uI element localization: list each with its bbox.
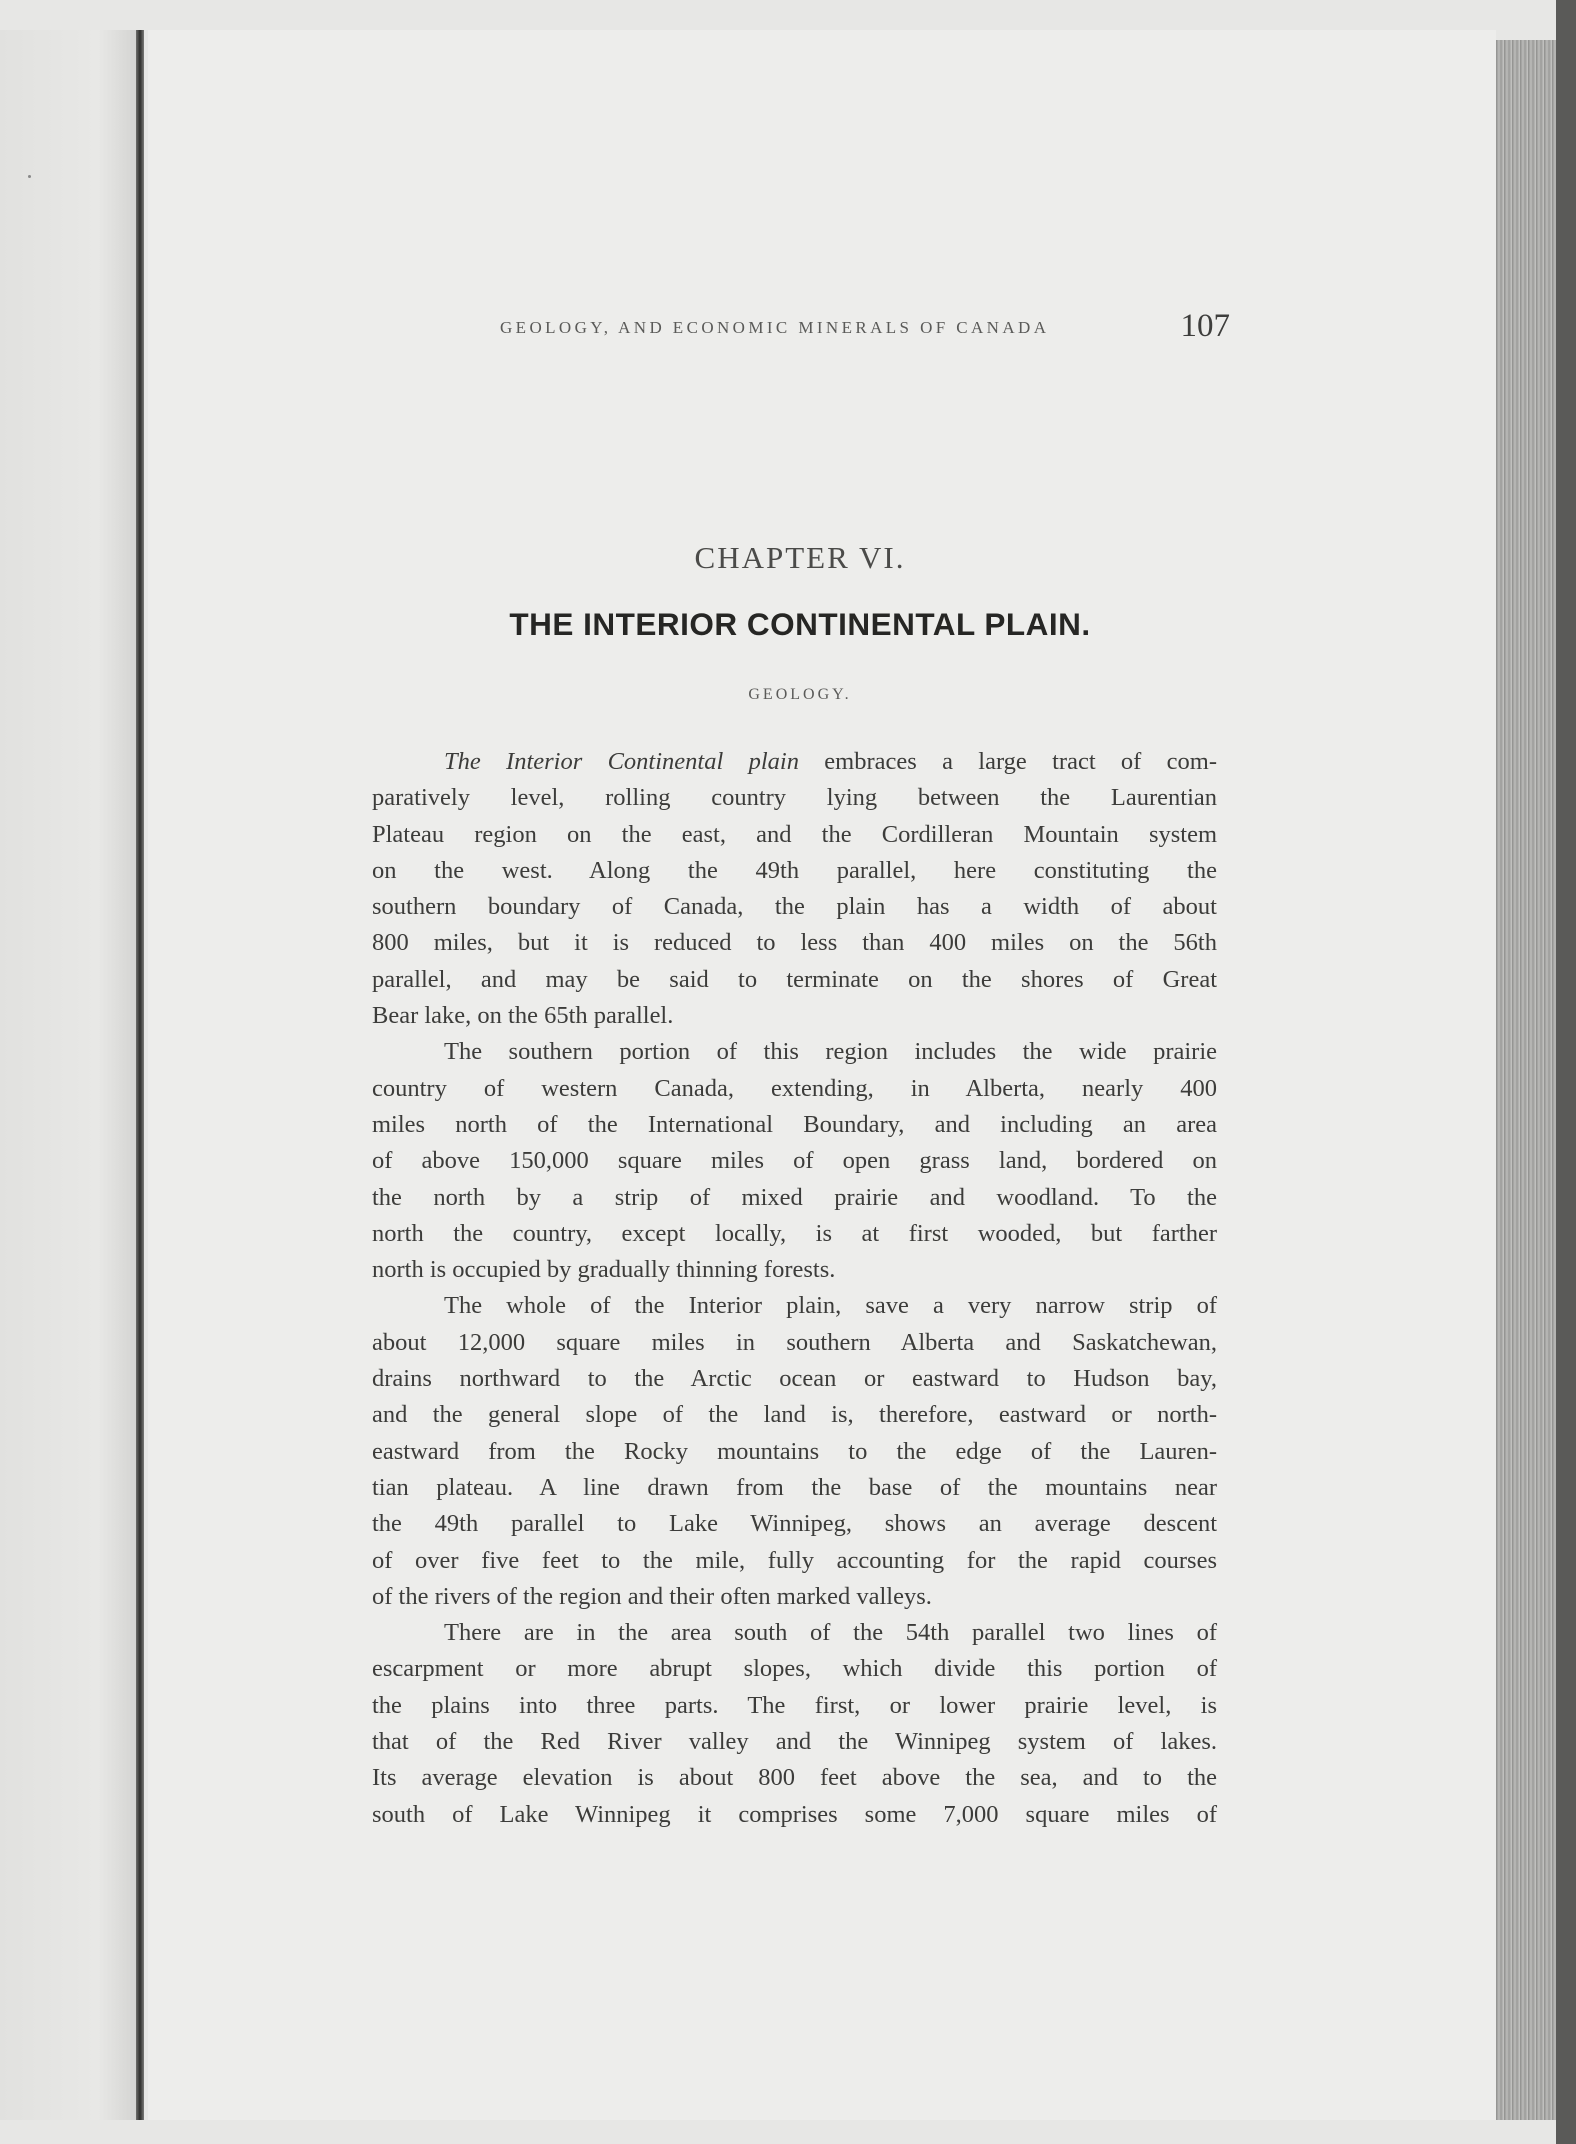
text-line: There are in the area south of the 54th parallel two lines of <box>444 1619 1217 1647</box>
text-line: the plains into three parts. The first, or lower prairie level, is <box>372 1691 1217 1719</box>
text-line: miles north of the International Boundary, and including an area <box>372 1110 1217 1138</box>
defined-term: The Interior Continental plain <box>444 748 799 775</box>
text-line: and the general slope of the land is, therefore, eastward or north- <box>372 1401 1217 1429</box>
dust-speck <box>28 175 31 178</box>
body-text <box>372 744 1217 1833</box>
page-number: 107 <box>1180 308 1230 344</box>
paragraph <box>372 1034 1217 1288</box>
text-line: Its average elevation is about 800 feet above the sea, and to the <box>372 1764 1217 1792</box>
text-line: of the rivers of the region and their often marked valleys. <box>372 1582 932 1610</box>
text-line: country of western Canada, extending, in Alberta, nearly 400 <box>372 1074 1217 1102</box>
book-gutter <box>136 30 144 2120</box>
text-line: the 49th parallel to Lake Winnipeg, shows an average descent <box>372 1510 1217 1538</box>
running-title: GEOLOGY, AND ECONOMIC MINERALS OF CANADA <box>500 318 1050 337</box>
text-line: about 12,000 square miles in southern Alberta and Saskatchewan, <box>372 1328 1217 1356</box>
chapter-number: CHAPTER VI. <box>694 540 906 575</box>
text-line: the north by a strip of mixed prairie and woodland. To the <box>372 1183 1217 1211</box>
text-line: The southern portion of this region includes the wide prairie <box>444 1038 1217 1066</box>
text-line: Plateau region on the east, and the Cordilleran Mountain system <box>372 820 1217 848</box>
text-line: The Interior Continental plain embraces a large tract of com- <box>444 748 1217 775</box>
scan-border <box>1556 0 1576 2144</box>
left-page-edge <box>0 30 140 2120</box>
text-line: paratively level, rolling country lying between the Laurentian <box>372 784 1217 812</box>
text-line: Bear lake, on the 65th parallel. <box>372 1002 674 1030</box>
text-line: tian plateau. A line drawn from the base of the mountains near <box>372 1473 1217 1501</box>
paragraph <box>372 744 1217 1034</box>
chapter-title: THE INTERIOR CONTINENTAL PLAIN. <box>509 606 1091 642</box>
text-line: of above 150,000 square miles of open grass land, bordered on <box>372 1147 1217 1175</box>
text-line: on the west. Along the 49th parallel, here constituting the <box>372 856 1217 884</box>
text-line: eastward from the Rocky mountains to the edge of the Lauren- <box>372 1437 1217 1465</box>
text-line: south of Lake Winnipeg it comprises some 7,000 square miles of <box>372 1800 1217 1828</box>
paragraph <box>372 1288 1217 1615</box>
text-line: 800 miles, but it is reduced to less than 400 miles on the 56th <box>372 929 1217 957</box>
page-header <box>300 308 1230 352</box>
text-line: of over five feet to the mile, fully accounting for the rapid courses <box>372 1546 1217 1574</box>
text-line: that of the Red River valley and the Winnipeg system of lakes. <box>372 1728 1217 1756</box>
text-line: drains northward to the Arctic ocean or eastward to Hudson bay, <box>372 1365 1217 1393</box>
section-heading: GEOLOGY. <box>748 686 852 703</box>
text-line: north the country, except locally, is at first wooded, but farther <box>372 1219 1217 1247</box>
text-line: north is occupied by gradually thinning forests. <box>372 1256 836 1284</box>
text-line: escarpment or more abrupt slopes, which divide this portion of <box>372 1655 1217 1683</box>
text-line: parallel, and may be said to terminate on the shores of Great <box>372 965 1217 993</box>
text-line: The whole of the Interior plain, save a very narrow strip of <box>444 1292 1217 1320</box>
text-line: southern boundary of Canada, the plain has a width of about <box>372 893 1217 921</box>
paragraph <box>372 1615 1217 1833</box>
